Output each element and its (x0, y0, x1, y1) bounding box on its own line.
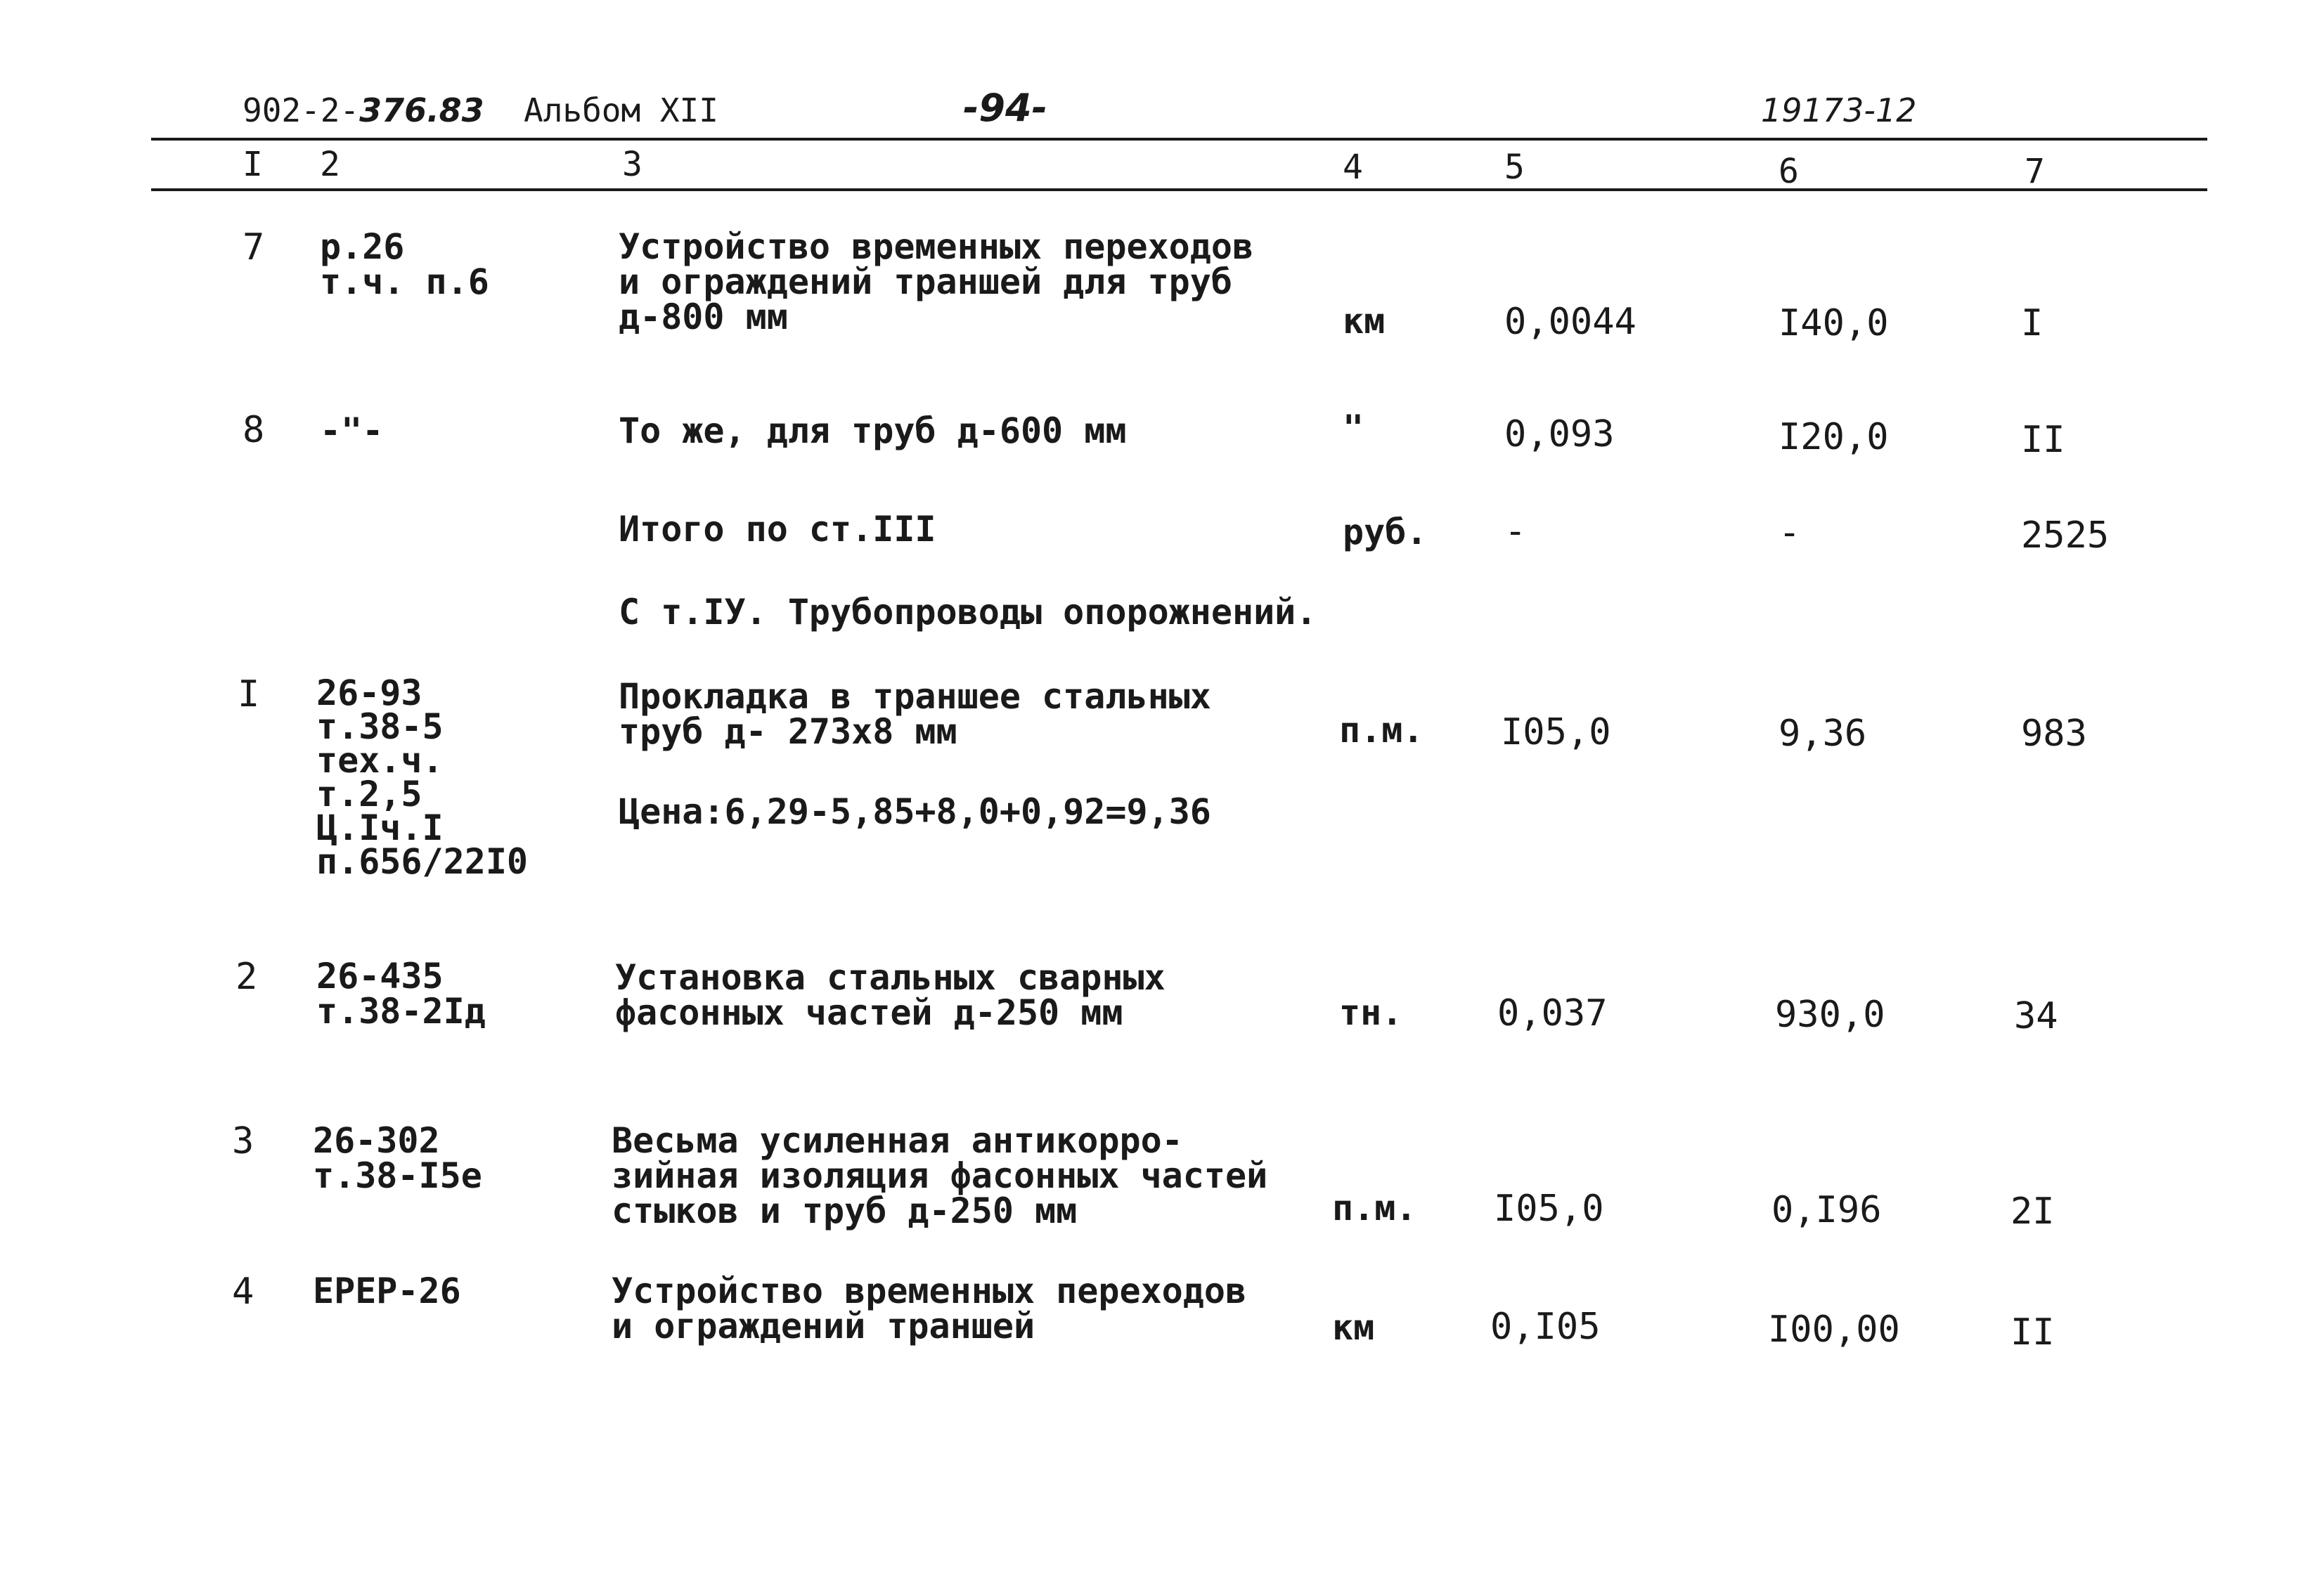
subtotal-quantity: - (1504, 510, 1527, 552)
row-unit: км (1332, 1307, 1375, 1348)
row-unit-price: 0,I96 (1771, 1189, 1882, 1231)
section-heading: С т.IУ. Трубопроводы опорожнений. (619, 592, 1317, 632)
row-unit: км (1343, 301, 1386, 342)
subtotal-label: Итого по ст.III (619, 509, 936, 550)
document-code-printed: 902-2- (243, 91, 360, 129)
row-unit: " (1343, 408, 1364, 448)
row-quantity: 0,093 (1504, 413, 1615, 455)
row-reference: 26-93 т.38-5 тех.ч. т.2,5 Ц.Iч.I п.656/22I0 (316, 673, 529, 882)
row-unit: тн. (1339, 992, 1403, 1033)
row-description: Устройство временных переходов и ограждений траншей для труб д-800 мм (619, 226, 1254, 337)
album-label: Альбом XII (524, 91, 718, 129)
column-header-5: 5 (1504, 148, 1525, 187)
row-number: 3 (232, 1120, 254, 1162)
row-unit-price: I40,0 (1778, 302, 1889, 344)
row-description: То же, для труб д-600 мм (619, 410, 1127, 451)
subtotal-total: 2525 (2021, 514, 2110, 557)
row-total: 2I (2010, 1190, 2055, 1233)
row-reference: -"- (320, 410, 384, 451)
row-reference: р.26 т.ч. п.6 (320, 226, 489, 302)
column-header-1: I (243, 145, 263, 184)
row-reference: ЕРЕР-26 (313, 1271, 461, 1311)
header-bottom-rule (151, 188, 2207, 191)
row-number: 8 (243, 409, 265, 451)
row-quantity: 0,0044 (1504, 301, 1637, 343)
column-header-7: 7 (2025, 152, 2045, 191)
row-quantity: 0,I05 (1490, 1306, 1601, 1348)
row-quantity: I05,0 (1501, 711, 1611, 753)
column-header-3: 3 (622, 145, 643, 184)
row-unit-price: I20,0 (1778, 416, 1889, 458)
column-header-6: 6 (1778, 152, 1799, 191)
row-number: 4 (232, 1271, 254, 1313)
row-total: II (2010, 1311, 2055, 1354)
row-number: I (238, 673, 260, 715)
row-unit-price: 9,36 (1778, 713, 1867, 755)
row-quantity: 0,037 (1497, 992, 1608, 1034)
row-unit-price: I00,00 (1768, 1309, 1900, 1351)
row-description: Прокладка в траншее стальных труб д- 273х8 мм (619, 676, 1211, 752)
row-number: 7 (243, 226, 265, 268)
header-top-rule (151, 138, 2207, 141)
row-unit: п.м. (1332, 1188, 1417, 1228)
page-number: -94- (963, 86, 1047, 130)
subtotal-unit-price: - (1778, 512, 1801, 554)
row-total: II (2021, 419, 2065, 461)
column-header-4: 4 (1343, 148, 1363, 187)
price-calculation-note: Цена:6,29-5,85+8,0+0,92=9,36 (619, 791, 1211, 832)
row-description: Установка стальных сварных фасонных частей д-250 мм (615, 957, 1166, 1033)
row-total: 983 (2021, 713, 2087, 755)
row-total: 34 (2014, 995, 2058, 1037)
row-total: I (2021, 302, 2044, 344)
row-description: Устройство временных переходов и ограждений траншей (612, 1271, 1247, 1346)
row-number: 2 (235, 956, 258, 998)
row-unit-price: 930,0 (1775, 994, 1885, 1036)
document-code-handwritten: 376.83 (359, 91, 484, 129)
row-reference: 26-435 т.38-2Iд (316, 956, 486, 1032)
column-header-2: 2 (320, 145, 340, 184)
subtotal-unit: руб. (1343, 512, 1428, 552)
sheet-reference: 19173-12 (1761, 91, 1917, 129)
row-quantity: I05,0 (1494, 1188, 1604, 1230)
row-unit: п.м. (1339, 710, 1424, 751)
document-code (243, 91, 484, 129)
row-reference: 26-302 т.38-I5е (313, 1120, 482, 1196)
row-description: Весьма усиленная антикорро- зийная изоляция фасонных частей стыков и труб д-250 мм (612, 1120, 1268, 1231)
